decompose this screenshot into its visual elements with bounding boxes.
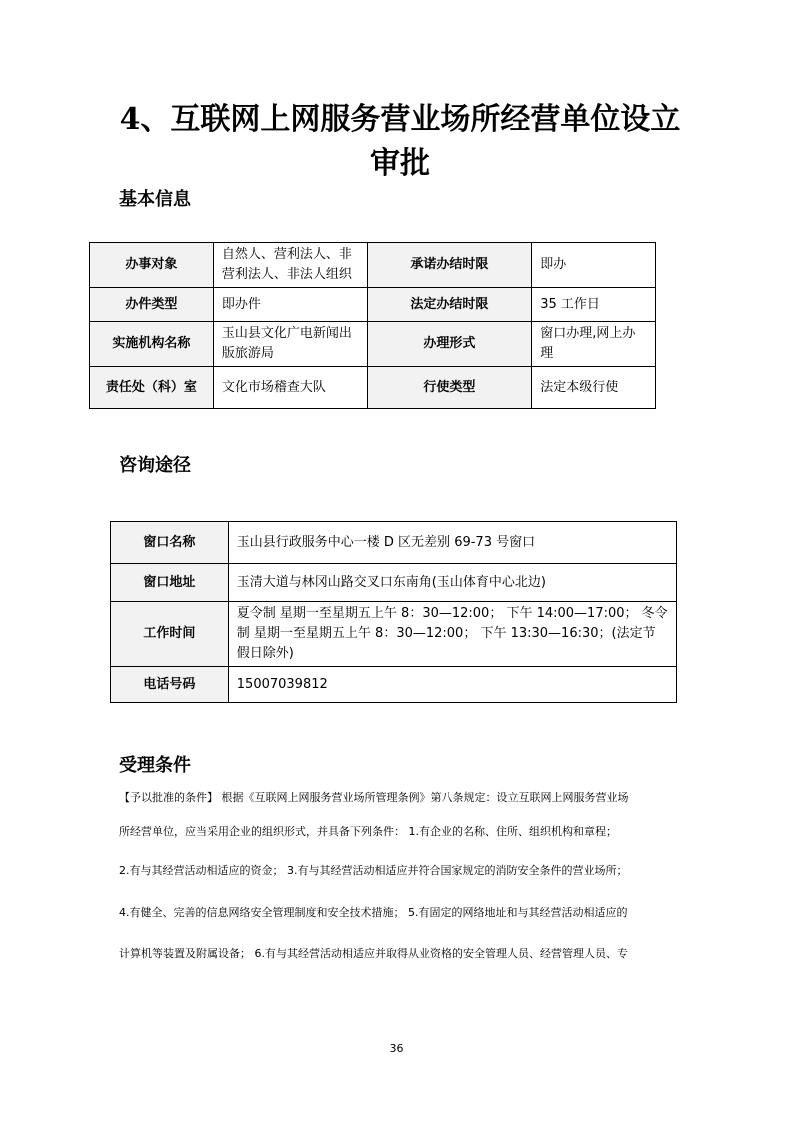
table-label: 办事对象 <box>90 243 214 288</box>
table-value: 玉山县文化广电新闻出版旅游局 <box>213 322 367 367</box>
table-row <box>90 288 656 322</box>
table-row <box>111 522 677 564</box>
table-value: 自然人、营利法人、非营利法人、非法人组织 <box>213 243 367 288</box>
table-value: 35 工作日 <box>532 288 656 322</box>
table-label: 电话号码 <box>111 667 229 703</box>
table-value: 窗口办理,网上办理 <box>532 322 656 367</box>
table-row <box>111 602 677 667</box>
page-title <box>110 98 690 186</box>
page-title-line2: 审批 <box>370 146 430 181</box>
conditions-line: 4.有健全、完善的信息网络安全管理制度和安全技术措施； 5.有固定的网络地址和与其经营活动相适应的 <box>119 906 628 919</box>
table-label: 办件类型 <box>90 288 214 322</box>
table-label: 承诺办结时限 <box>367 243 532 288</box>
table-value: 即办件 <box>213 288 367 322</box>
conditions-line: 2.有与其经营活动相适应的资金； 3.有与其经营活动相适应并符合国家规定的消防安全条件的营业场所； <box>119 864 628 877</box>
table-value: 文化市场稽查大队 <box>213 367 367 409</box>
table-value: 玉山县行政服务中心一楼 D 区无差别 69-73 号窗口 <box>228 522 676 564</box>
conditions-heading: 受理条件 <box>119 755 191 776</box>
table-row <box>111 667 677 703</box>
table-label: 办理形式 <box>367 322 532 367</box>
table-value: 15007039812 <box>228 667 676 703</box>
page-number: 36 <box>389 1042 404 1055</box>
table-row <box>90 322 656 367</box>
consult-heading: 咨询途径 <box>119 455 191 476</box>
basic-info-table <box>89 242 656 409</box>
table-value: 夏令制 星期一至星期五上午 8：30—12:00； 下午 14:00—17:00； 冬令制 星期一至星期五上午 8：30—12:00； 下午 13:30—16:30；(法定节假日除外) <box>228 602 676 667</box>
table-label: 窗口地址 <box>111 564 229 602</box>
conditions-line: 【予以批准的条件】 根据《互联网上网服务营业场所管理条例》第八条规定：设立互联网上网服务营业场 <box>119 791 629 804</box>
table-value: 即办 <box>532 243 656 288</box>
consult-table <box>110 521 677 703</box>
table-row <box>90 243 656 288</box>
basic-info-heading: 基本信息 <box>119 189 191 210</box>
table-label: 行使类型 <box>367 367 532 409</box>
page-title-line1: 4、互联网上网服务营业场所经营单位设立 <box>119 102 681 137</box>
table-row <box>90 367 656 409</box>
table-value: 法定本级行使 <box>532 367 656 409</box>
table-label: 窗口名称 <box>111 522 229 564</box>
conditions-line: 所经营单位，应当采用企业的组织形式，并具备下列条件： 1.有企业的名称、住所、组织机构和章程； <box>119 825 617 838</box>
conditions-line: 计算机等装置及附属设备； 6.有与其经营活动相适应并取得从业资格的安全管理人员、经营管理人员、专 <box>119 947 628 960</box>
table-label: 法定办结时限 <box>367 288 532 322</box>
table-label: 实施机构名称 <box>90 322 214 367</box>
table-label: 工作时间 <box>111 602 229 667</box>
table-value: 玉清大道与林冈山路交叉口东南角(玉山体育中心北边) <box>228 564 676 602</box>
table-label: 责任处（科）室 <box>90 367 214 409</box>
table-row <box>111 564 677 602</box>
